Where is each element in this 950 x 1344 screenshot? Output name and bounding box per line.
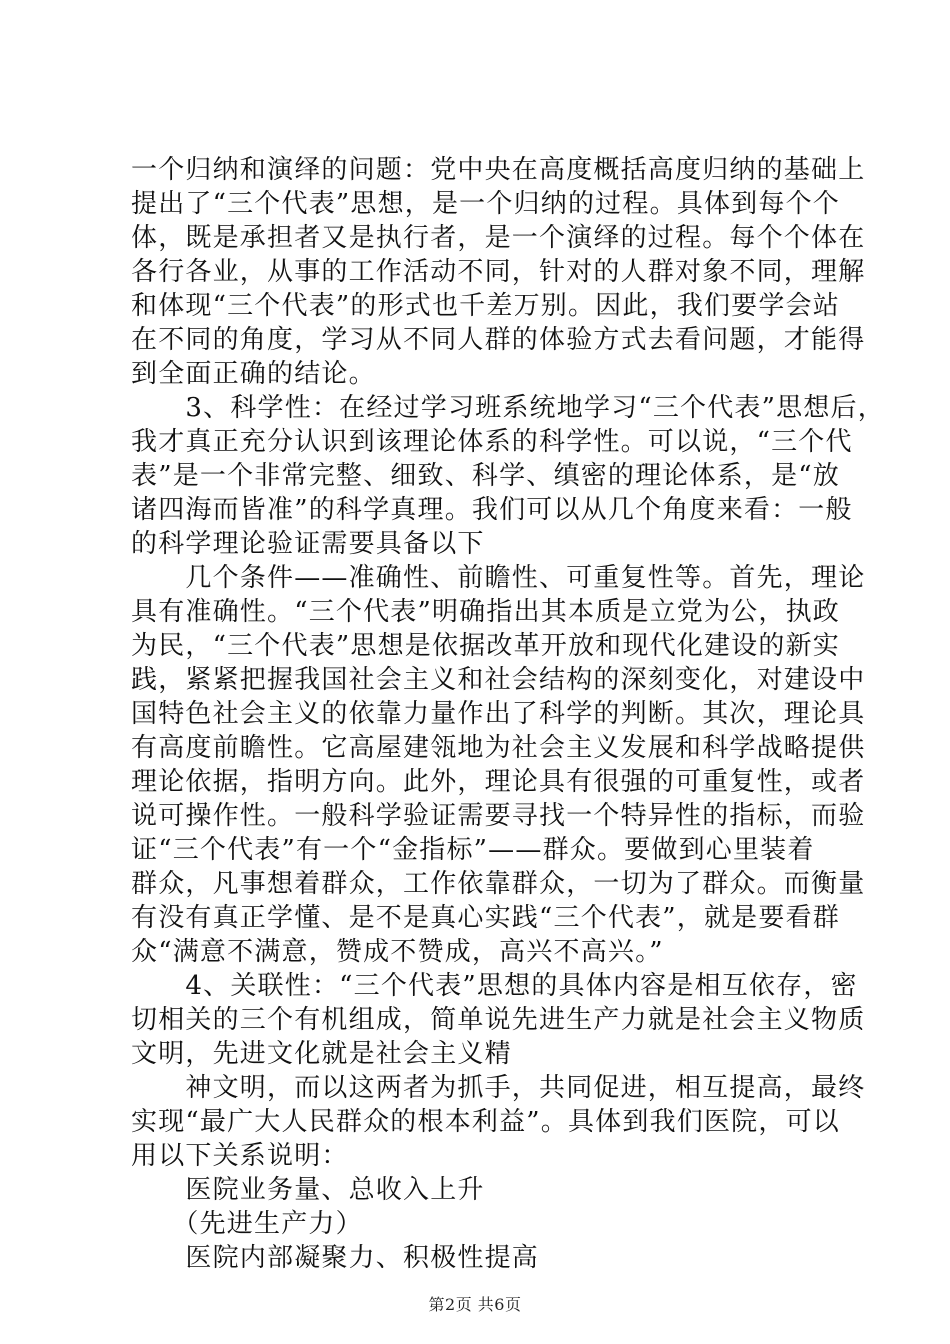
text-line: 我才真正充分认识到该理论体系的科学性。可以说，“三个代 — [131, 427, 853, 457]
text-line: 有没有真正学懂、是不是真心实践“三个代表”，就是要看群 — [131, 903, 840, 933]
text-line: 表”是一个非常完整、细致、科学、缜密的理论体系，是“放 — [131, 461, 840, 491]
text-line: 有高度前瞻性。它高屋建瓴地为社会主义发展和科学战略提供 — [131, 733, 866, 763]
text-line: 众“满意不满意，赞成不赞成，高兴不高兴。” — [131, 937, 664, 967]
text-line: 说可操作性。一般科学验证需要寻找一个特异性的指标，而验 — [131, 801, 866, 831]
text-line: 用以下关系说明： — [131, 1141, 349, 1171]
text-line: 4、关联性：“三个代表”思想的具体内容是相互依存，密 — [131, 971, 858, 1001]
text-line: 在不同的角度，学习从不同人群的体验方式去看问题，才能得 — [131, 325, 866, 355]
text-line: 为民，“三个代表”思想是依据改革开放和现代化建设的新实 — [131, 631, 840, 661]
text-line: 具有准确性。“三个代表”明确指出其本质是立党为公，执政 — [131, 597, 840, 627]
text-line: 体，既是承担者又是执行者，是一个演绎的过程。每个个体在 — [131, 223, 866, 253]
text-line: 各行各业，从事的工作活动不同，针对的人群对象不同，理解 — [131, 257, 866, 287]
text-line: 神文明，而以这两者为抓手，共同促进，相互提高，最终 — [131, 1073, 866, 1103]
text-line: 诸四海而皆准”的科学真理。我们可以从几个角度来看：一般 — [131, 495, 853, 525]
text-line: 国特色社会主义的依靠力量作出了科学的判断。其次，理论具 — [131, 699, 866, 729]
text-line: 提出了“三个代表”思想，是一个归纳的过程。具体到每个个 — [131, 189, 840, 219]
text-line: 的科学理论验证需要具备以下 — [131, 529, 485, 559]
text-line: 证“三个代表”有一个“金指标”——群众。要做到心里装着 — [131, 835, 815, 865]
text-line: （先进生产力） — [131, 1209, 363, 1239]
text-line: 切相关的三个有机组成，简单说先进生产力就是社会主义物质 — [131, 1005, 866, 1035]
text-line: 医院业务量、总收入上升 — [131, 1175, 485, 1205]
text-line: 几个条件——准确性、前瞻性、可重复性等。首先，理论 — [131, 563, 866, 593]
text-line: 到全面正确的结论。 — [131, 359, 376, 389]
text-line: 群众，凡事想着群众，工作依靠群众，一切为了群众。而衡量 — [131, 869, 866, 899]
text-line: 3、科学性：在经过学习班系统地学习“三个代表”思想后， — [131, 393, 885, 423]
text-line: 和体现“三个代表”的形式也千差万别。因此，我们要学会站 — [131, 291, 840, 321]
text-line: 一个归纳和演绎的问题：党中央在高度概括高度归纳的基础上 — [131, 155, 866, 185]
text-line: 文明，先进文化就是社会主义精 — [131, 1039, 512, 1069]
text-line: 医院内部凝聚力、积极性提高 — [131, 1243, 540, 1273]
page-footer: 第2页 共6页 — [428, 1295, 522, 1314]
text-line: 理论依据，指明方向。此外，理论具有很强的可重复性，或者 — [131, 767, 866, 797]
text-line: 践，紧紧把握我国社会主义和社会结构的深刻变化，对建设中 — [131, 665, 866, 695]
text-line: 实现“最广大人民群众的根本利益”。具体到我们医院，可以 — [131, 1107, 840, 1137]
